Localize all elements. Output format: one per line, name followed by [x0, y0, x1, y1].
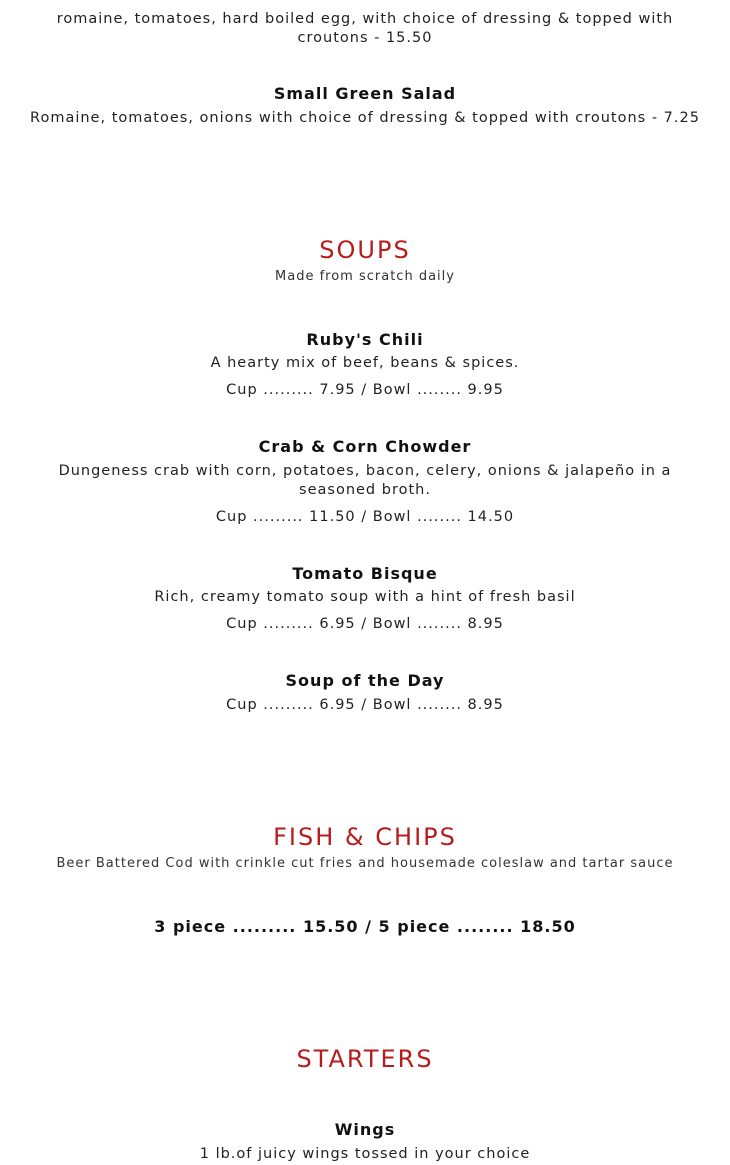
section-subtitle-fish-chips: Beer Battered Cod with crinkle cut fries and housemade coleslaw and tartar sauce	[56, 856, 674, 871]
menu-item-price-soup-of-the-day: Cup ......... 6.95 / Bowl ........ 8.95	[226, 697, 504, 713]
menu-item-title-soup-of-the-day: Soup of the Day	[285, 671, 445, 690]
menu-item-title-rubys-chili: Ruby's Chili	[306, 330, 424, 349]
menu-item-price-tomato-bisque: Cup ......... 6.95 / Bowl ........ 8.95	[226, 616, 504, 632]
section-title-starters: STARTERS	[296, 1045, 434, 1073]
section-title-fish-chips: FISH & CHIPS	[273, 823, 457, 851]
salad-description-continued: romaine, tomatoes, hard boiled egg, with choice of dressing & topped with croutons - 15.50	[56, 11, 674, 46]
menu-item-title-small-green-salad: Small Green Salad	[273, 84, 457, 103]
menu-item-description-tomato-bisque: Rich, creamy tomato soup with a hint of fresh basil	[154, 589, 576, 605]
menu-item-description-rubys-chili: A hearty mix of beef, beans & spices.	[210, 355, 520, 371]
section-subtitle-soups: Made from scratch daily	[275, 269, 455, 284]
menu-item-title-crab-corn-chowder: Crab & Corn Chowder	[258, 437, 472, 456]
menu-item-price-crab-corn-chowder: Cup ......... 11.50 / Bowl ........ 14.50	[215, 509, 515, 525]
section-title-soups: SOUPS	[319, 236, 411, 264]
menu-item-title-wings: Wings	[334, 1120, 396, 1139]
menu-item-title-tomato-bisque: Tomato Bisque	[292, 564, 438, 583]
menu-item-description-wings: 1 lb.of juicy wings tossed in your choice	[199, 1146, 531, 1162]
menu-item-description-crab-corn-chowder: Dungeness crab with corn, potatoes, bacon, celery, onions & jalapeño in a seasoned broth.	[58, 463, 672, 498]
menu-item-price-fish-chips: 3 piece ......... 15.50 / 5 piece ........ 18.50	[154, 917, 576, 936]
menu-item-description-small-green-salad: Romaine, tomatoes, onions with choice of dressing & topped with croutons - 7.25	[30, 110, 700, 126]
menu-item-price-rubys-chili: Cup ......... 7.95 / Bowl ........ 9.95	[226, 382, 504, 398]
